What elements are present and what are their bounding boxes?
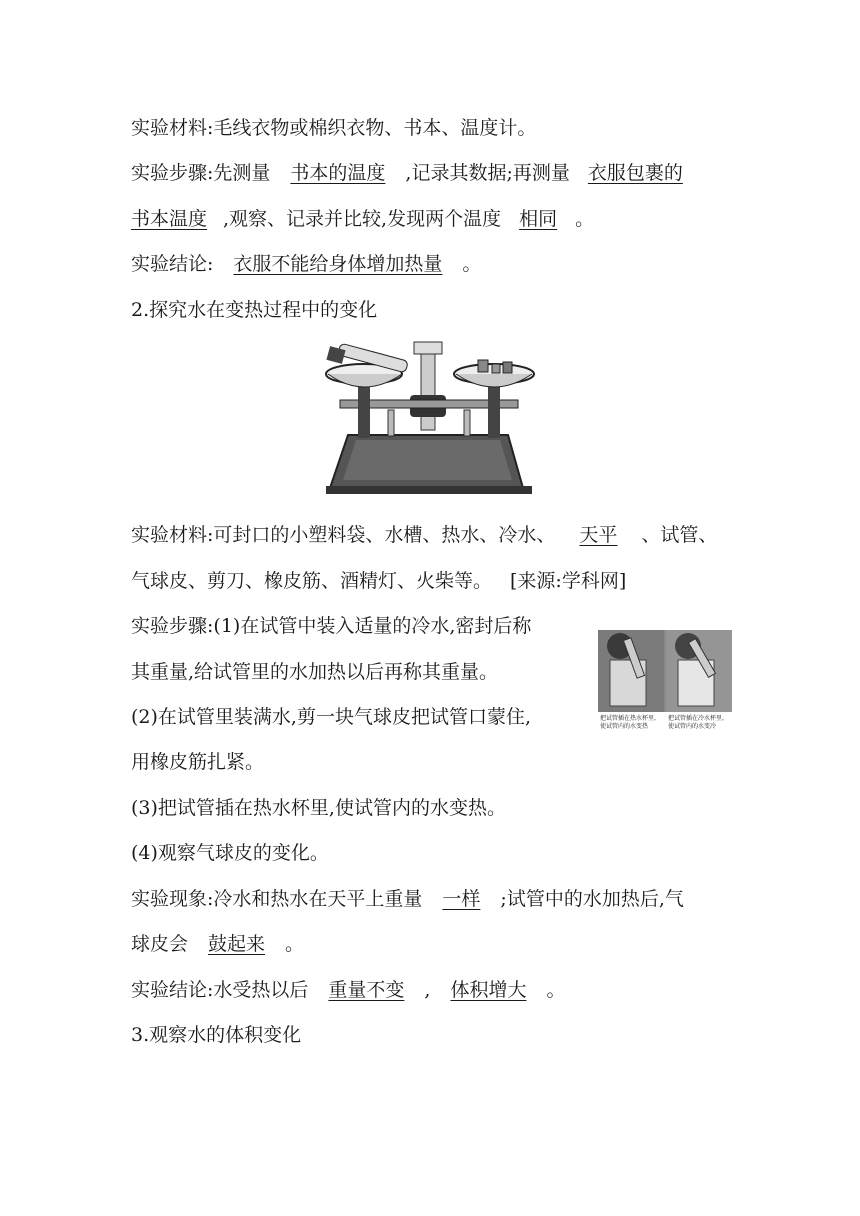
- phenomenon-text-a: 实验现象:冷水和热水在天平上重量: [131, 888, 423, 910]
- step2-line-a: (2)在试管里装满水,剪一块气球皮把试管口蒙住,: [131, 706, 531, 728]
- materials-line-2b: [131, 568, 626, 594]
- materials-text-b: 、试管、: [641, 524, 718, 546]
- figure-caption-left-1: 把试管插在热水杯里,: [600, 715, 656, 722]
- phenomenon-text-b: ;试管中的水加热后,气: [500, 888, 684, 910]
- answer-blank-conclusion: 衣服不能给身体增加热量: [233, 253, 443, 275]
- steps-line-2: [131, 206, 594, 232]
- materials-text-c: 气球皮、剪刀、橡皮筋、酒精灯、火柴等。: [131, 570, 493, 592]
- materials-line-1: 实验材料:毛线衣物或棉织衣物、书本、温度计。: [131, 117, 537, 139]
- section-3-title: 3.观察水的体积变化: [131, 1024, 302, 1046]
- answer-blank-weight: 重量不变: [328, 979, 405, 1001]
- answer-blank-same-weight: 一样: [442, 888, 481, 910]
- step4-line: (4)观察气球皮的变化。: [131, 842, 329, 864]
- conclusion-end-2: 。: [546, 979, 566, 1001]
- answer-blank-volume: 体积增大: [450, 979, 527, 1001]
- phenomenon-end: 。: [285, 933, 305, 955]
- answer-blank-bulge: 鼓起来: [208, 933, 266, 955]
- test-tube-photo: [598, 630, 732, 730]
- balance-scale-image: [318, 340, 540, 498]
- step1-line-b: 其重量,给试管里的水加热以后再称其重量。: [131, 661, 499, 683]
- phenomenon-line-2: [131, 931, 304, 957]
- answer-blank-book-temp: 书本的温度: [290, 162, 386, 184]
- steps-text-b: ,记录其数据;再测量: [405, 162, 570, 184]
- section-2-title: 2.探究水在变热过程中的变化: [131, 299, 378, 321]
- phenomenon-text-c: 球皮会: [131, 933, 189, 955]
- conclusion-label: 实验结论:: [131, 253, 214, 275]
- phenomenon-line-1: [131, 886, 684, 912]
- answer-blank-wrapped-2: 书本温度: [131, 208, 208, 230]
- answer-blank-same: 相同: [519, 208, 558, 230]
- figure-caption-left-2: 使试管内的水变热: [600, 723, 649, 730]
- materials-line-2a: [131, 522, 717, 548]
- conclusion-line-1: [131, 251, 481, 277]
- step3-line: (3)把试管插在热水杯里,使试管内的水变热。: [131, 797, 506, 819]
- conclusion-line-2: [131, 977, 566, 1003]
- steps-end: 。: [575, 208, 595, 230]
- steps-line-1: [131, 160, 683, 186]
- materials-text-a: 实验材料:可封口的小塑料袋、水槽、热水、冷水、: [131, 524, 556, 546]
- figure-caption-right-1: 把试管插在冷水杯里,: [668, 715, 724, 722]
- steps-text-c: ,观察、记录并比较,发现两个温度: [223, 208, 502, 230]
- step2-line-b: 用橡皮筋扎紧。: [131, 751, 265, 773]
- steps-text-a: 实验步骤:先测量: [131, 162, 271, 184]
- answer-blank-balance: 天平: [579, 524, 618, 546]
- conclusion-text-a: 实验结论:水受热以后: [131, 979, 309, 1001]
- source-note: [来源:学科网]: [510, 570, 627, 592]
- conclusion-comma: ,: [424, 979, 431, 1001]
- step1-line-a: 实验步骤:(1)在试管中装入适量的冷水,密封后称: [131, 615, 532, 637]
- conclusion-end: 。: [462, 253, 482, 275]
- figure-caption-right-2: 使试管内的水变冷: [668, 723, 717, 730]
- answer-blank-wrapped-1: 衣服包裹的: [587, 162, 683, 184]
